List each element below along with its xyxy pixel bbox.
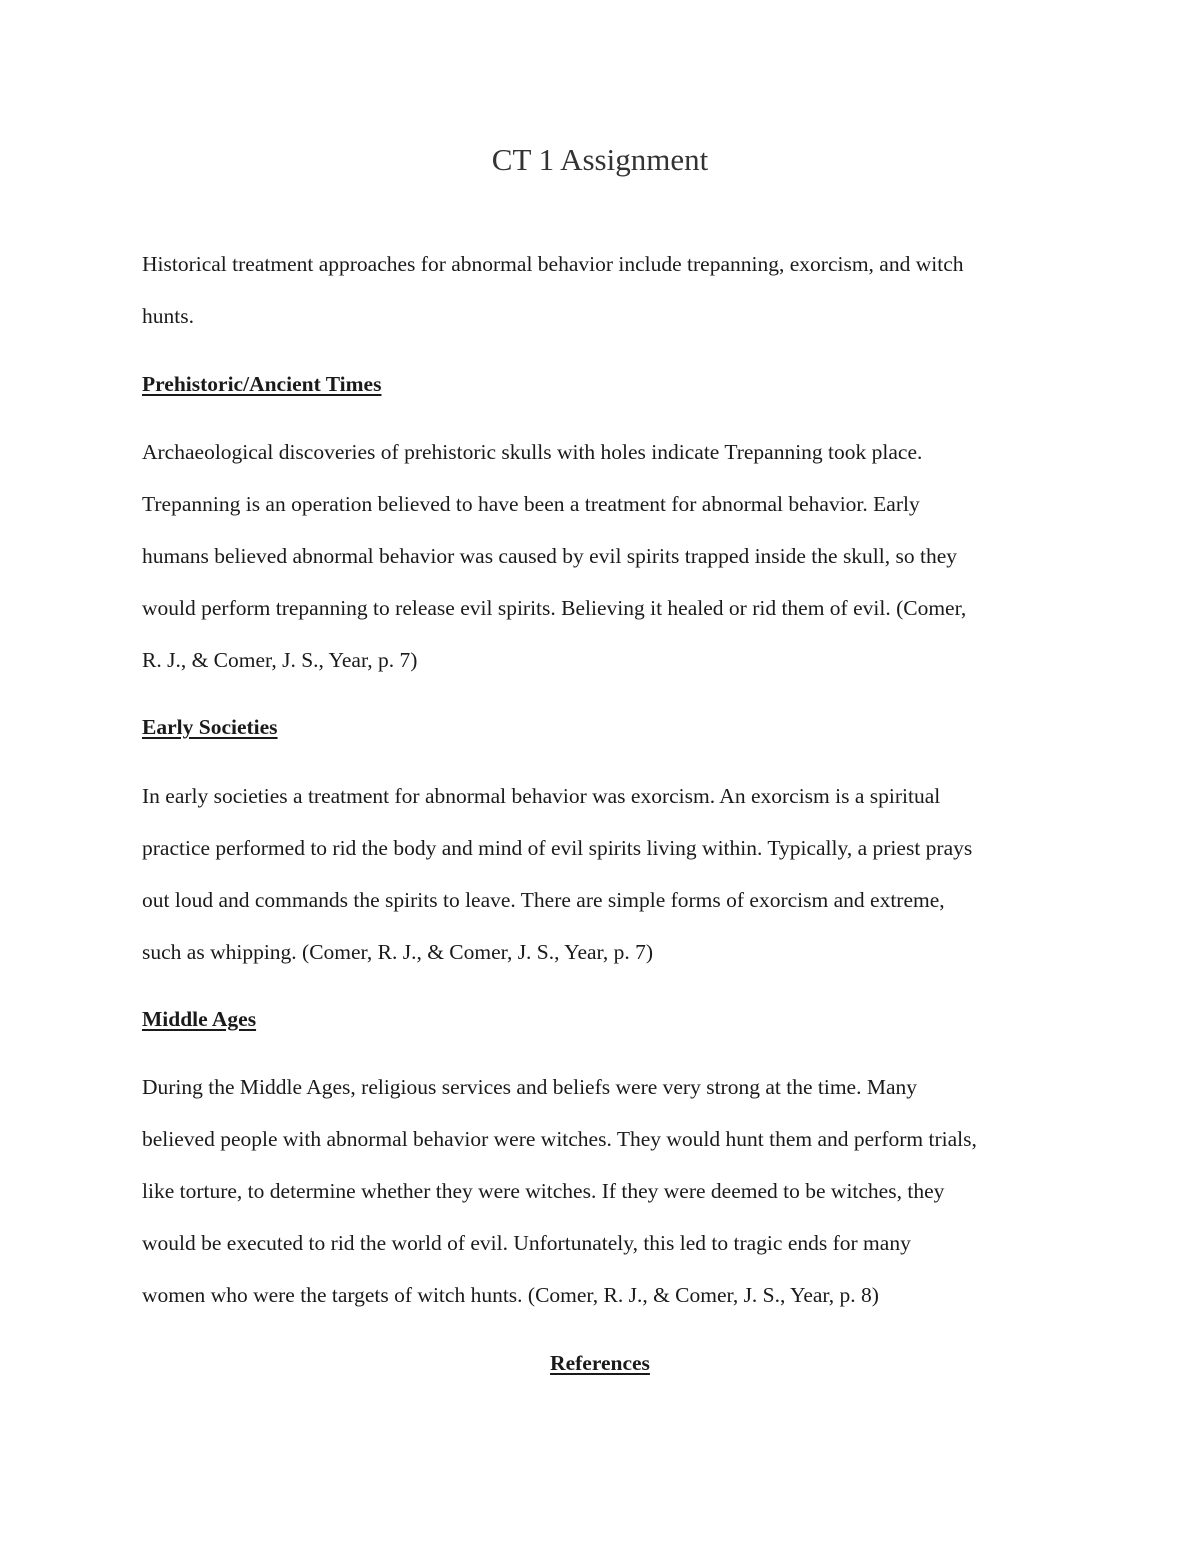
- paragraph-line: During the Middle Ages, religious services and beliefs were very strong at the time. Many: [142, 1075, 917, 1099]
- paragraph-line: Historical treatment approaches for abnormal behavior include trepanning, exorcism, and witch: [142, 252, 964, 276]
- paragraph-line: like torture, to determine whether they were witches. If they were deemed to be witches, they: [142, 1179, 945, 1203]
- section-heading-middle-ages: Middle Ages: [142, 1007, 257, 1031]
- paragraph-middle-ages: [142, 1061, 1072, 1321]
- paragraph-prehistoric: [142, 426, 1072, 686]
- paragraph-line: such as whipping. (Comer, R. J., & Comer, J. S., Year, p. 7): [142, 940, 654, 964]
- page-title: CT 1 Assignment: [491, 142, 709, 177]
- paragraph-line: Trepanning is an operation believed to have been a treatment for abnormal behavior. Early: [142, 492, 920, 516]
- paragraph-line: would perform trepanning to release evil spirits. Believing it healed or rid them of evil. (Comer,: [142, 596, 967, 620]
- paragraph-line: Archaeological discoveries of prehistoric skulls with holes indicate Trepanning took place.: [142, 440, 923, 464]
- section-heading-early-societies: Early Societies: [142, 715, 278, 739]
- paragraph-line: In early societies a treatment for abnormal behavior was exorcism. An exorcism is a spiritual: [142, 784, 941, 808]
- paragraph-line: hunts.: [142, 304, 194, 328]
- intro-paragraph: [142, 238, 1072, 342]
- paragraph-line: humans believed abnormal behavior was caused by evil spirits trapped inside the skull, so they: [142, 544, 958, 568]
- paragraph-line: out loud and commands the spirits to leave. There are simple forms of exorcism and extreme,: [142, 888, 945, 912]
- paragraph-line: practice performed to rid the body and mind of evil spirits living within. Typically, a priest prays: [142, 836, 973, 860]
- paragraph-line: would be executed to rid the world of evil. Unfortunately, this led to tragic ends for many: [142, 1231, 911, 1255]
- paragraph-line: believed people with abnormal behavior were witches. They would hunt them and perform trials,: [142, 1127, 977, 1151]
- references-heading: References: [550, 1351, 650, 1375]
- paragraph-line: R. J., & Comer, J. S., Year, p. 7): [142, 648, 418, 672]
- paragraph-early-societies: [142, 770, 1072, 978]
- paragraph-line: women who were the targets of witch hunts. (Comer, R. J., & Comer, J. S., Year, p. 8): [142, 1283, 879, 1307]
- section-heading-prehistoric: Prehistoric/Ancient Times: [142, 372, 382, 396]
